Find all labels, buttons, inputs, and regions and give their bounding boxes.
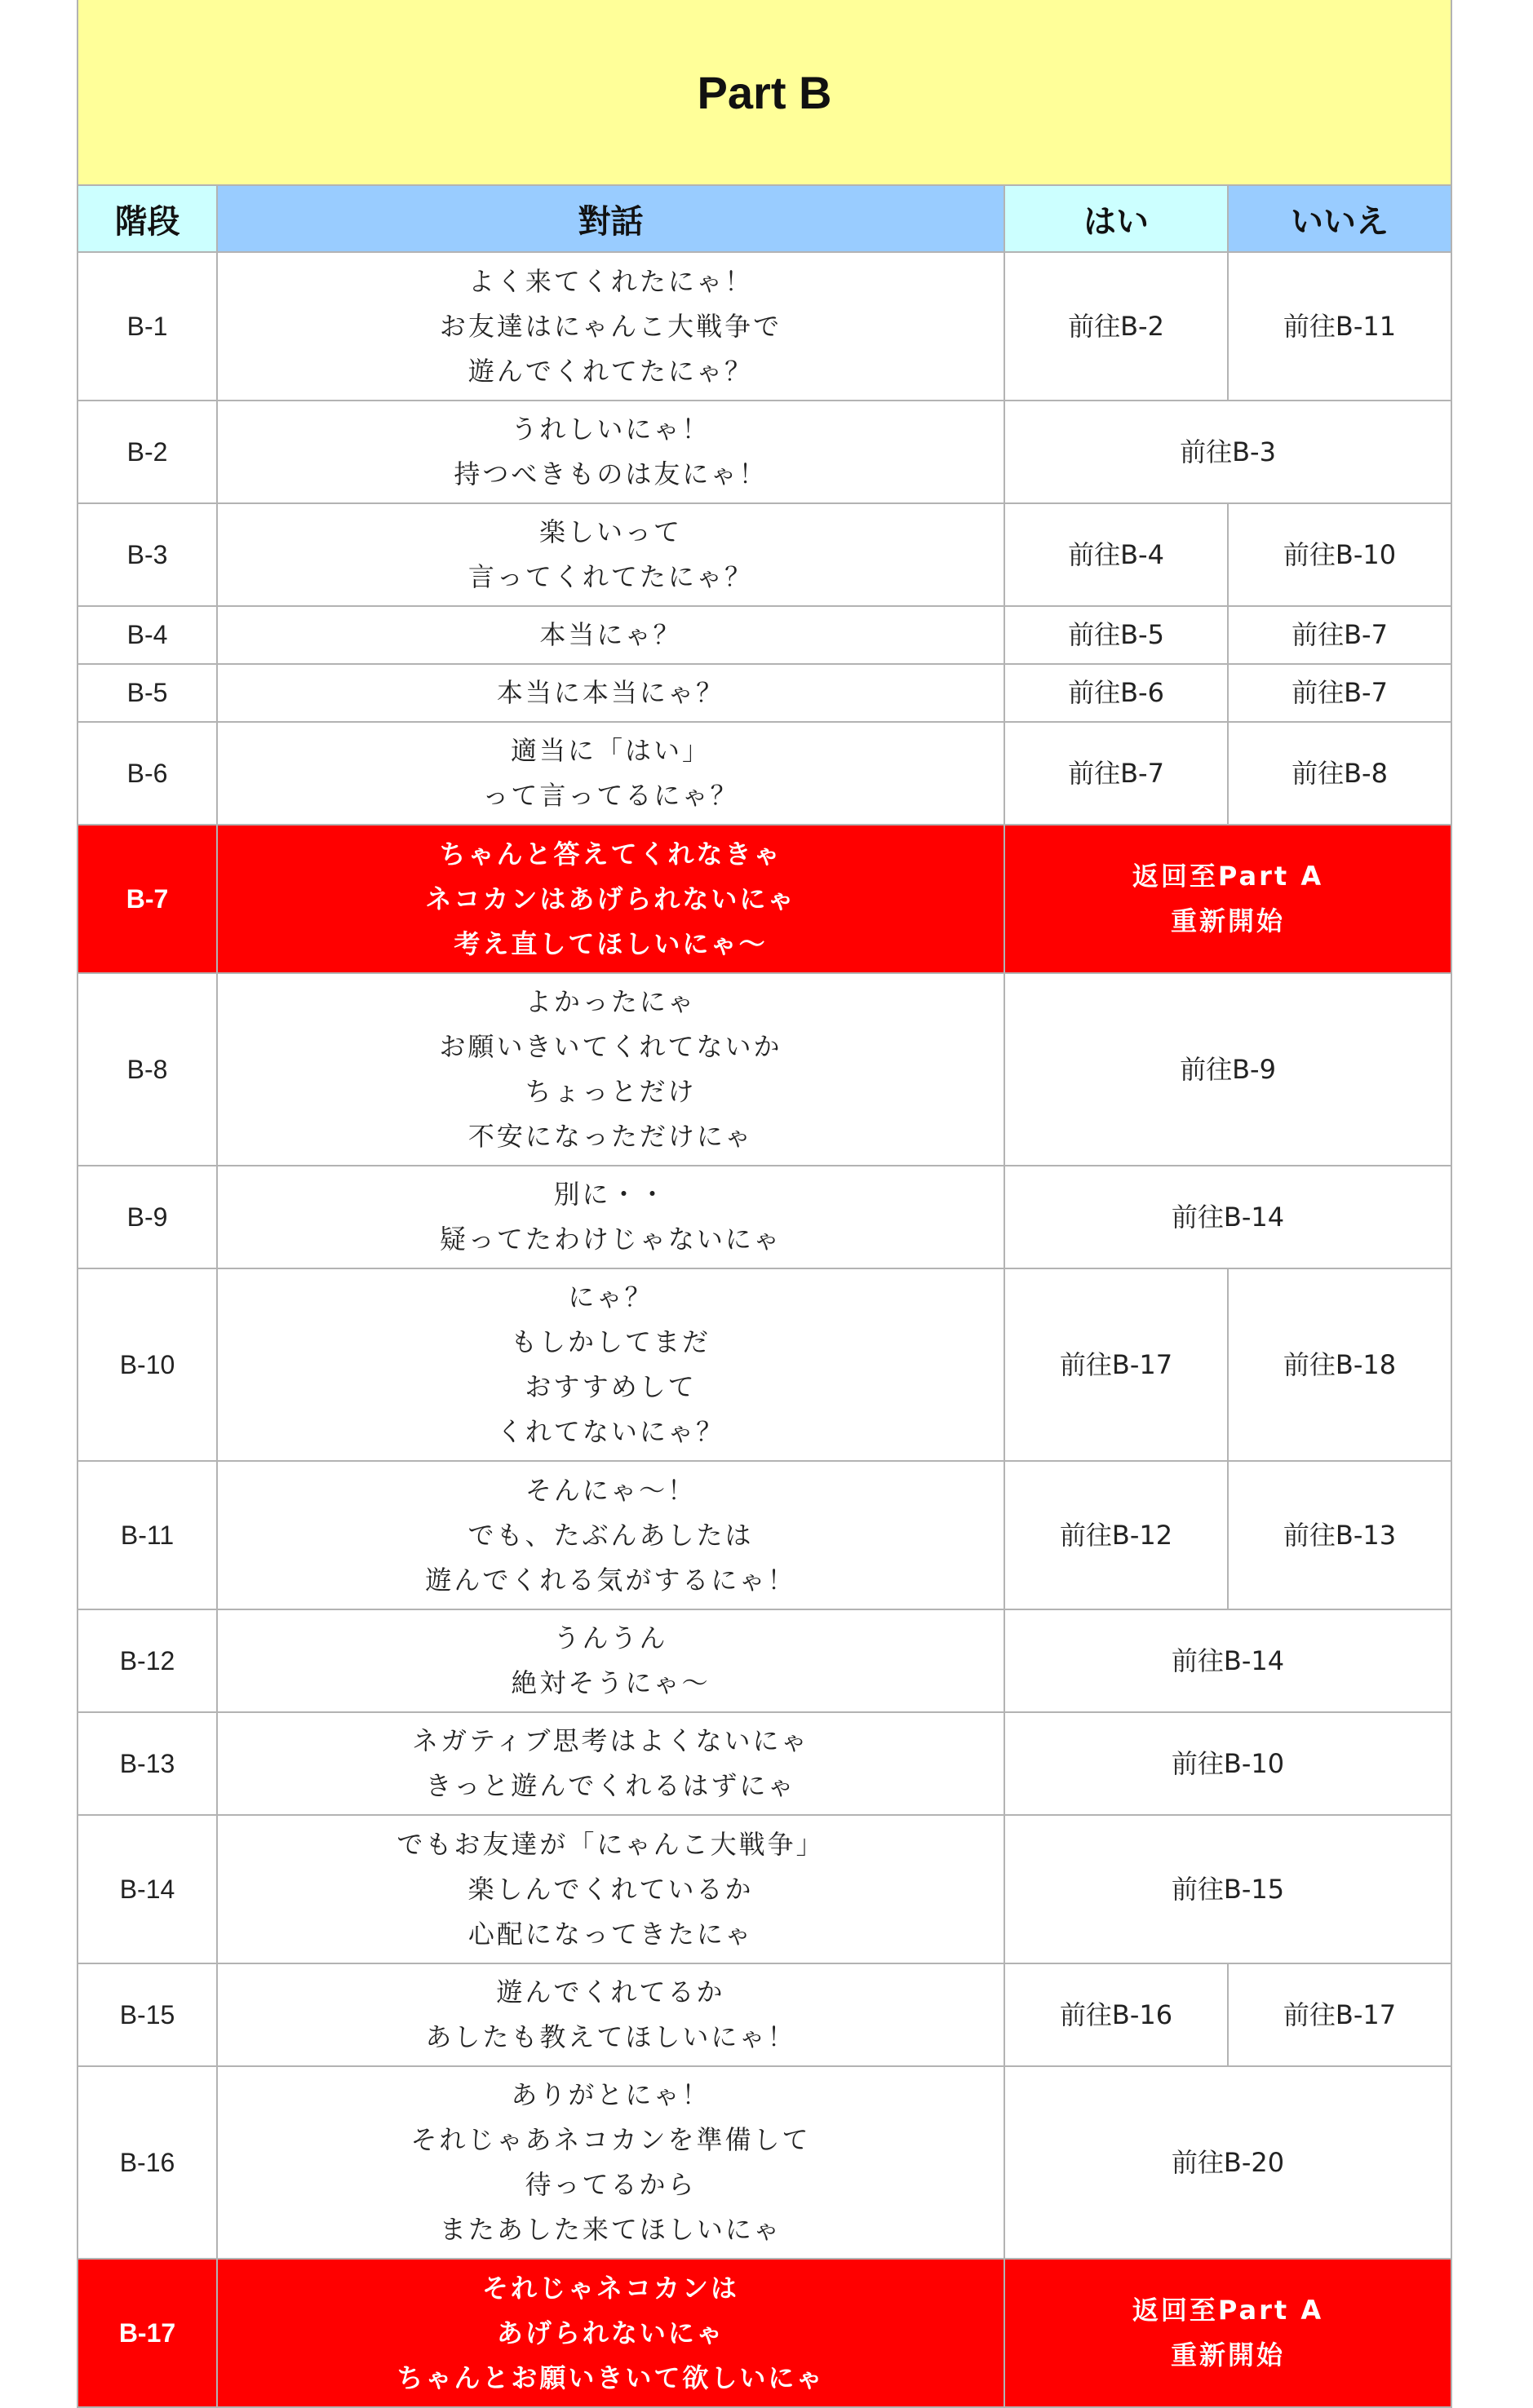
dialogue-line: にゃ？	[568, 1281, 654, 1312]
table-row	[78, 973, 1451, 1166]
dialogue-line: そんにゃ～！	[525, 1474, 697, 1506]
dialogue-cell	[217, 664, 1004, 722]
table-body	[78, 252, 1451, 2407]
answer-yes-cell: 前往B-7	[1004, 722, 1228, 825]
dialogue-cell	[217, 1963, 1004, 2066]
dialogue-line: それじゃあネコカンを準備して	[410, 2124, 811, 2155]
dialogue-line: ネコカンはあげられないにゃ	[425, 883, 796, 914]
dialogue-line: 心配になってきたにゃ	[467, 1918, 754, 1950]
answer-no-cell: 前往B-18	[1228, 1268, 1451, 1461]
dialogue-cell	[217, 722, 1004, 825]
step-cell: B-3	[78, 503, 217, 606]
dialogue-line: くれてないにゃ？	[496, 1416, 725, 1447]
answer-yes-cell: 前往B-2	[1004, 252, 1228, 401]
answer-line: 重新開始	[1170, 905, 1285, 936]
dialogue-line: 不安になっただけにゃ	[467, 1121, 754, 1152]
dialogue-cell	[217, 503, 1004, 606]
step-cell: B-8	[78, 973, 217, 1166]
dialogue-line: 本当に本当にゃ？	[496, 677, 725, 708]
dialogue-line: ネガティブ思考はよくないにゃ	[412, 1725, 809, 1756]
dialogue-line: きっと遊んでくれるはずにゃ	[425, 1770, 796, 1801]
dialogue-cell	[217, 973, 1004, 1166]
answer-merged-cell: 前往B-15	[1004, 1815, 1451, 1963]
dialogue-cell	[217, 2259, 1004, 2407]
dialogue-line: 適当に「はい」	[510, 735, 711, 766]
dialogue-cell	[217, 1712, 1004, 1815]
dialogue-line: お友達はにゃんこ大戦争で	[439, 310, 782, 342]
answer-line: 返回至Part A	[1132, 2295, 1324, 2326]
answer-no-cell: 前往B-11	[1228, 252, 1451, 401]
table-row	[78, 401, 1451, 503]
header-row	[78, 185, 1451, 252]
dialogue-cell	[217, 1461, 1004, 1609]
table-row	[78, 2066, 1451, 2259]
dialogue-line: それじゃネコカンは	[481, 2272, 739, 2304]
table-row	[78, 1461, 1451, 1609]
dialogue-line: 絶対そうにゃ～	[511, 1667, 711, 1698]
answer-line: 重新開始	[1170, 2339, 1285, 2370]
answer-yes-cell: 前往B-17	[1004, 1268, 1228, 1461]
dialogue-cell	[217, 2066, 1004, 2259]
step-cell: B-17	[78, 2259, 217, 2407]
table-row	[78, 1712, 1451, 1815]
dialogue-line: 楽しいって	[538, 516, 682, 547]
dialogue-line: 言ってくれてたにゃ？	[467, 561, 754, 592]
step-cell: B-12	[78, 1609, 217, 1712]
dialogue-line: でも、たぶんあしたは	[467, 1519, 754, 1551]
answer-merged-cell: 前往B-9	[1004, 973, 1451, 1166]
dialogue-line: ちゃんと答えてくれなきゃ	[439, 838, 782, 870]
dialogue-line: 持つべきものは友にゃ！	[454, 458, 768, 489]
dialogue-line: 疑ってたわけじゃないにゃ	[439, 1224, 782, 1255]
answer-no-cell: 前往B-10	[1228, 503, 1451, 606]
step-cell: B-11	[78, 1461, 217, 1609]
answer-no-cell: 前往B-7	[1228, 606, 1451, 664]
table-row	[78, 825, 1451, 973]
header-dialogue: 對話	[217, 185, 1004, 252]
table-row	[78, 503, 1451, 606]
dialogue-line: あげられないにゃ	[496, 2317, 725, 2348]
header-yes: はい	[1004, 185, 1228, 252]
dialogue-line: って言ってるにゃ？	[482, 780, 739, 811]
dialogue-line: 別に・・	[553, 1179, 668, 1210]
table-row	[78, 1166, 1451, 1268]
dialogue-line: またあした来てほしいにゃ	[439, 2214, 782, 2245]
answer-merged-cell: 前往B-14	[1004, 1609, 1451, 1712]
table-row	[78, 1268, 1451, 1461]
step-cell: B-16	[78, 2066, 217, 2259]
answer-yes-cell: 前往B-5	[1004, 606, 1228, 664]
header-step: 階段	[78, 185, 217, 252]
dialogue-line: よかったにゃ	[525, 986, 697, 1017]
dialogue-line: ちょっとだけ	[525, 1076, 697, 1107]
dialogue-line: でもお友達が「にゃんこ大戦争」	[397, 1828, 825, 1860]
dialogue-cell	[217, 1166, 1004, 1268]
flow-table-container	[77, 0, 1451, 2408]
dialogue-cell	[217, 252, 1004, 401]
table-row	[78, 664, 1451, 722]
step-cell: B-10	[78, 1268, 217, 1461]
step-cell: B-6	[78, 722, 217, 825]
dialogue-cell	[217, 1815, 1004, 1963]
answer-merged-cell	[1004, 2259, 1451, 2407]
answer-no-cell: 前往B-17	[1228, 1963, 1451, 2066]
answer-yes-cell: 前往B-4	[1004, 503, 1228, 606]
dialogue-line: 待ってるから	[525, 2169, 697, 2200]
dialogue-line: 考え直してほしいにゃ～	[454, 927, 768, 959]
dialogue-cell	[217, 1609, 1004, 1712]
table-row	[78, 1815, 1451, 1963]
answer-merged-cell: 前往B-20	[1004, 2066, 1451, 2259]
dialogue-line: あしたも教えてほしいにゃ！	[425, 2021, 796, 2052]
answer-no-cell: 前往B-13	[1228, 1461, 1451, 1609]
dialogue-line: 本当にゃ？	[539, 619, 682, 650]
answer-no-cell: 前往B-8	[1228, 722, 1451, 825]
step-cell: B-9	[78, 1166, 217, 1268]
dialogue-line: 遊んでくれてたにゃ？	[467, 355, 754, 387]
dialogue-cell	[217, 825, 1004, 973]
dialogue-line: お願いきいてくれてないか	[439, 1031, 782, 1062]
answer-merged-cell: 前往B-10	[1004, 1712, 1451, 1815]
header-no: いいえ	[1228, 185, 1451, 252]
table-row	[78, 252, 1451, 401]
answer-merged-cell: 前往B-14	[1004, 1166, 1451, 1268]
step-cell: B-14	[78, 1815, 217, 1963]
step-cell: B-7	[78, 825, 217, 973]
step-cell: B-1	[78, 252, 217, 401]
step-cell: B-15	[78, 1963, 217, 2066]
step-cell: B-2	[78, 401, 217, 503]
answer-merged-cell	[1004, 825, 1451, 973]
dialogue-flow-table	[77, 0, 1452, 2408]
table-row	[78, 722, 1451, 825]
step-cell: B-13	[78, 1712, 217, 1815]
table-row	[78, 1609, 1451, 1712]
answer-merged-cell: 前往B-3	[1004, 401, 1451, 503]
dialogue-cell	[217, 606, 1004, 664]
table-row	[78, 606, 1451, 664]
dialogue-line: ちゃんとお願いきいて欲しいにゃ	[397, 2362, 825, 2393]
dialogue-cell	[217, 401, 1004, 503]
dialogue-line: うんうん	[553, 1622, 668, 1653]
table-row	[78, 1963, 1451, 2066]
answer-yes-cell: 前往B-6	[1004, 664, 1228, 722]
step-cell: B-4	[78, 606, 217, 664]
dialogue-line: うれしいにゃ！	[511, 414, 711, 445]
page-title: Part B	[78, 0, 1451, 185]
dialogue-line: 遊んでくれる気がするにゃ！	[425, 1564, 796, 1596]
dialogue-line: ありがとにゃ！	[511, 2079, 711, 2110]
answer-yes-cell: 前往B-12	[1004, 1461, 1228, 1609]
answer-line: 返回至Part A	[1132, 861, 1324, 892]
dialogue-line: 楽しんでくれているか	[467, 1873, 754, 1905]
answer-no-cell: 前往B-7	[1228, 664, 1451, 722]
dialogue-cell	[217, 1268, 1004, 1461]
dialogue-line: よく来てくれたにゃ！	[467, 265, 754, 297]
dialogue-line: もしかしてまだ	[510, 1326, 711, 1357]
answer-yes-cell: 前往B-16	[1004, 1963, 1228, 2066]
table-row	[78, 2259, 1451, 2407]
dialogue-line: おすすめして	[525, 1371, 697, 1402]
step-cell: B-5	[78, 664, 217, 722]
dialogue-line: 遊んでくれてるか	[496, 1976, 725, 2007]
